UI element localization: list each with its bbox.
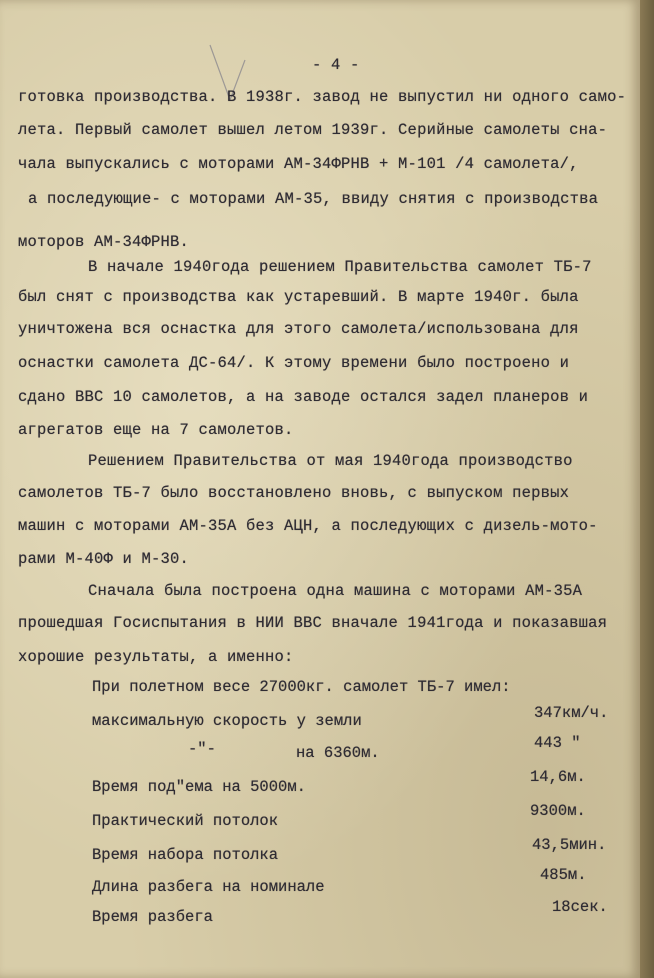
paragraph-start: Сначала была построена одна машина с моторами АМ-35А — [88, 582, 583, 600]
text-line: уничтожена вся оснастка для этого самолета/использована для — [18, 320, 579, 338]
text-line: рами М-40Ф и М-30. — [18, 550, 190, 568]
text-line: лета. Первый самолет вышел летом 1939г. Серийные самолеты сна- — [18, 121, 608, 139]
spec-label: на 6360м. — [296, 744, 380, 762]
spec-label: Практический потолок — [92, 812, 279, 830]
text-line: прошедшая Госиспытания в НИИ ВВС вначале 1941года и показавшая — [18, 614, 608, 632]
text-line: оснастки самолета ДС-64/. К этому времени было построено и — [18, 354, 570, 372]
text-line: был снят с производства как устаревший. В марте 1940г. была — [18, 288, 579, 306]
ditto-mark: -"- — [188, 740, 216, 758]
text-line: моторов АМ-34ФРНВ. — [18, 233, 190, 251]
spec-value: 9300м. — [530, 802, 586, 820]
text-line: агрегатов еще на 7 самолетов. — [18, 421, 294, 439]
pencil-mark — [200, 40, 260, 120]
text-line: чала выпускались с моторами АМ-34ФРНВ + М-101 /4 самолета/, — [18, 155, 579, 173]
paragraph-start: В начале 1940года решением Правительства самолет ТБ-7 — [88, 258, 592, 276]
spec-value: 347км/ч. — [534, 704, 609, 722]
spec-value: 18сек. — [552, 898, 608, 916]
text-line: сдано ВВС 10 самолетов, а на заводе остался задел планеров и — [18, 388, 589, 406]
text-line: машин с моторами АМ-35А без АЦН, а последующих с дизель-мото- — [18, 517, 598, 535]
spec-value: 14,6м. — [530, 768, 586, 786]
spec-intro: При полетном весе 27000кг. самолет ТБ-7 имел: — [92, 678, 511, 696]
spec-value: 443 " — [534, 734, 581, 752]
spec-label: Длина разбега на номинале — [92, 878, 325, 896]
page-number: - 4 - — [312, 56, 360, 74]
spec-label: Время набора потолка — [92, 846, 279, 864]
paragraph-start: Решением Правительства от мая 1940года производство — [88, 452, 573, 470]
page-edge — [640, 0, 654, 978]
spec-label: Время под"ема на 5000м. — [92, 778, 306, 796]
text-line: готовка производства. В 1938г. завод не выпустил ни одного само- — [18, 88, 627, 106]
text-line: хорошие результаты, а именно: — [18, 648, 294, 666]
spec-value: 43,5мин. — [532, 836, 607, 854]
spec-value: 485м. — [540, 866, 587, 884]
spec-label: Время разбега — [92, 908, 213, 926]
spec-label: максимальную скорость у земли — [92, 712, 362, 730]
text-line: а последующие- с моторами АМ-35, ввиду снятия с производства — [28, 190, 599, 208]
text-line: самолетов ТБ-7 было восстановлено вновь, с выпуском первых — [18, 484, 570, 502]
